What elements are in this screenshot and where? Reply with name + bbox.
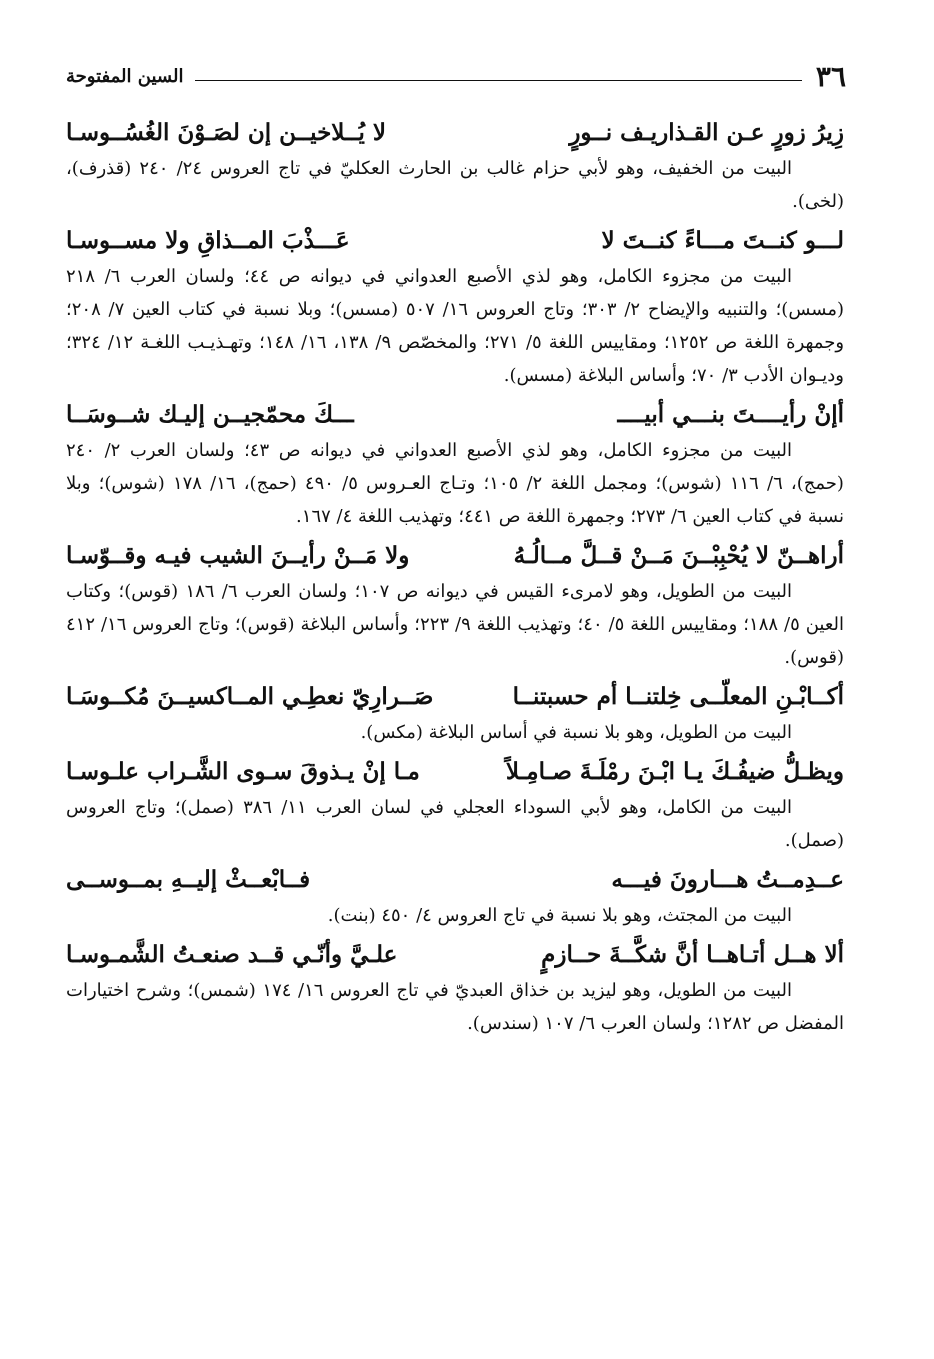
verse-line <box>66 224 844 258</box>
running-title: السين المفتوحة <box>66 65 184 87</box>
verse-line <box>66 938 844 972</box>
page-body <box>66 112 844 1046</box>
first-hemistich: أإنْ رأيــــتَ بنـــي أبيــــ <box>617 401 844 428</box>
poem-entry <box>66 398 844 533</box>
first-hemistich: ويظـلُّ ضيفُـكَ يـا ابْـنَ رمْلَـةَ صـامِـلاً <box>505 758 844 785</box>
second-hemistich: لا يُــلاخيــن إن لصَـوْنَ الغُسُــوسـا <box>66 119 387 146</box>
poem-entry <box>66 539 844 674</box>
page-number: ٣٦ <box>815 59 846 93</box>
verse-line <box>66 539 844 573</box>
second-hemistich: ـــكَ محمّجيــن إليـك شــوسَــا <box>66 401 354 428</box>
second-hemistich: عَـــذْبَ المــذاقِ ولا مســوسـا <box>66 227 350 254</box>
poem-entry <box>66 938 844 1040</box>
first-hemistich: أكــابْـنِ المعلّــى خِلتنــا أم حسبتنــا <box>512 683 844 710</box>
poem-entry <box>66 680 844 749</box>
verse-line <box>66 116 844 150</box>
second-hemistich: صَــرارِيّ نعطِـي المــاكسيــنَ مُكــوسَـا <box>66 683 434 710</box>
verse-note: البيت من الطويل، وهو ليزيد بن خذاق العبديّ في تاج العروس ١٦/ ١٧٤ (شمس)؛ وشرح اختيارات المفضل ص ١٢٨٢؛ ولسان العرب ٦/ ١٠٧ (سندس). <box>66 980 844 1034</box>
poem-entry <box>66 755 844 857</box>
second-hemistich: مـا إنْ يـذوقَ سـوى الشَّـراب علـوسـا <box>66 758 420 785</box>
poem-entry <box>66 224 844 392</box>
first-hemistich: لـــو كنــتَ مـــاءً كنــتَ لا <box>601 227 844 254</box>
second-hemistich: فــابْعــثْ إليــهِ بمــوســى <box>66 866 311 893</box>
verse-note: البيت من الخفيف، وهو لأبي حزام غالب بن الحارث العكليّ في تاج العروس ٢٤/ ٢٤٠ (قذرف)، (لخى). <box>66 158 844 212</box>
second-hemistich: ولا مَــنْ رأيــنَ الشيب فيـه وقــوّسـا <box>66 542 410 569</box>
verse-note: البيت من الطويل، وهو بلا نسبة في أساس البلاغة (مكس). <box>360 722 792 743</box>
second-hemistich: علـيَّ وأنّـي قــد صنعـتُ الشَّمـوسـا <box>66 941 398 968</box>
poem-entry <box>66 863 844 932</box>
verse-line <box>66 863 844 897</box>
first-hemistich: عــدِمــتُ هـــارونَ فيـــه <box>611 866 844 893</box>
verse-note: البيت من الطويل، وهو لامرىء القيس في ديوانه ص ١٠٧؛ ولسان العرب ٦/ ١٨٦ (قوس)؛ وكتاب العين ٥/ ١٨٨؛ ومقاييس اللغة ٥/ ٤٠؛ وتهذيب اللغة ٩/ ٢٢٣؛ وأساس البلاغة (قوس)؛ وتاج العروس ١٦/ ٤١٢ (قوس). <box>66 581 845 668</box>
poem-entry <box>66 116 844 218</box>
verse-line <box>66 680 844 714</box>
verse-line <box>66 398 844 432</box>
first-hemistich: ألا هــل أتـاهــا أنَّ شكَّــةَ حــازمٍ <box>541 941 844 968</box>
page-header <box>66 58 846 94</box>
verse-line <box>66 755 844 789</box>
first-hemistich: أراهــنّ لا يُحْبِبْــنَ مَــنْ قــلَّ مــالُـهُ <box>513 542 844 569</box>
header-rule <box>195 80 801 81</box>
verse-note: البيت من مجزوء الكامل، وهو لذي الأصبع العدواني في ديوانه ص ٤٤؛ ولسان العرب ٦/ ٢١٨ (مسس)؛ والتنبيه والإيضاح ٢/ ٣٠٣؛ وتاج العروس ١٦/ ٥٠٧ (مسس)؛ وبلا نسبة في كتاب العين ٧/ ٢٠٨؛ وجمهرة اللغة ص ١٢٥٢؛ ومقاييس اللغة ٥/ ٢٧١؛ والمخصّص ٩/ ١٣٨، ١٦/ ١٤٨؛ وتهـذيـب اللغـة ١٢/ ٣٢٤؛ وديـوان الأدب ٣/ ٧٠؛ وأساس البلاغة (مسس). <box>66 266 845 386</box>
verse-note: البيت من مجزوء الكامل، وهو لذي الأصبع العدواني في ديوانه ص ٤٣؛ ولسان العرب ٢/ ٢٤٠ (حمج)، ٦/ ١١٦ (شوس)؛ ومجمل اللغة ٢/ ١٠٥؛ وتـاج العـروس ٥/ ٤٩٠ (حمج)، ١٦/ ١٧٨ (شوس)؛ وبلا نسبة في كتاب العين ٦/ ٢٧٣؛ وجمهرة اللغة ص ٤٤١؛ وتهذيب اللغة ٤/ ١٦٧. <box>66 440 844 527</box>
verse-note: البيت من الكامل، وهو لأبي السوداء العجلي في لسان العرب ١١/ ٣٨٦ (صمل)؛ وتاج العروس (صمل). <box>66 797 844 851</box>
first-hemistich: زِيرُ زورٍ عـن القـذاريـف نــورٍ <box>569 119 844 146</box>
verse-note: البيت من المجتث، وهو بلا نسبة في تاج العروس ٤/ ٤٥٠ (بنت). <box>327 905 792 926</box>
